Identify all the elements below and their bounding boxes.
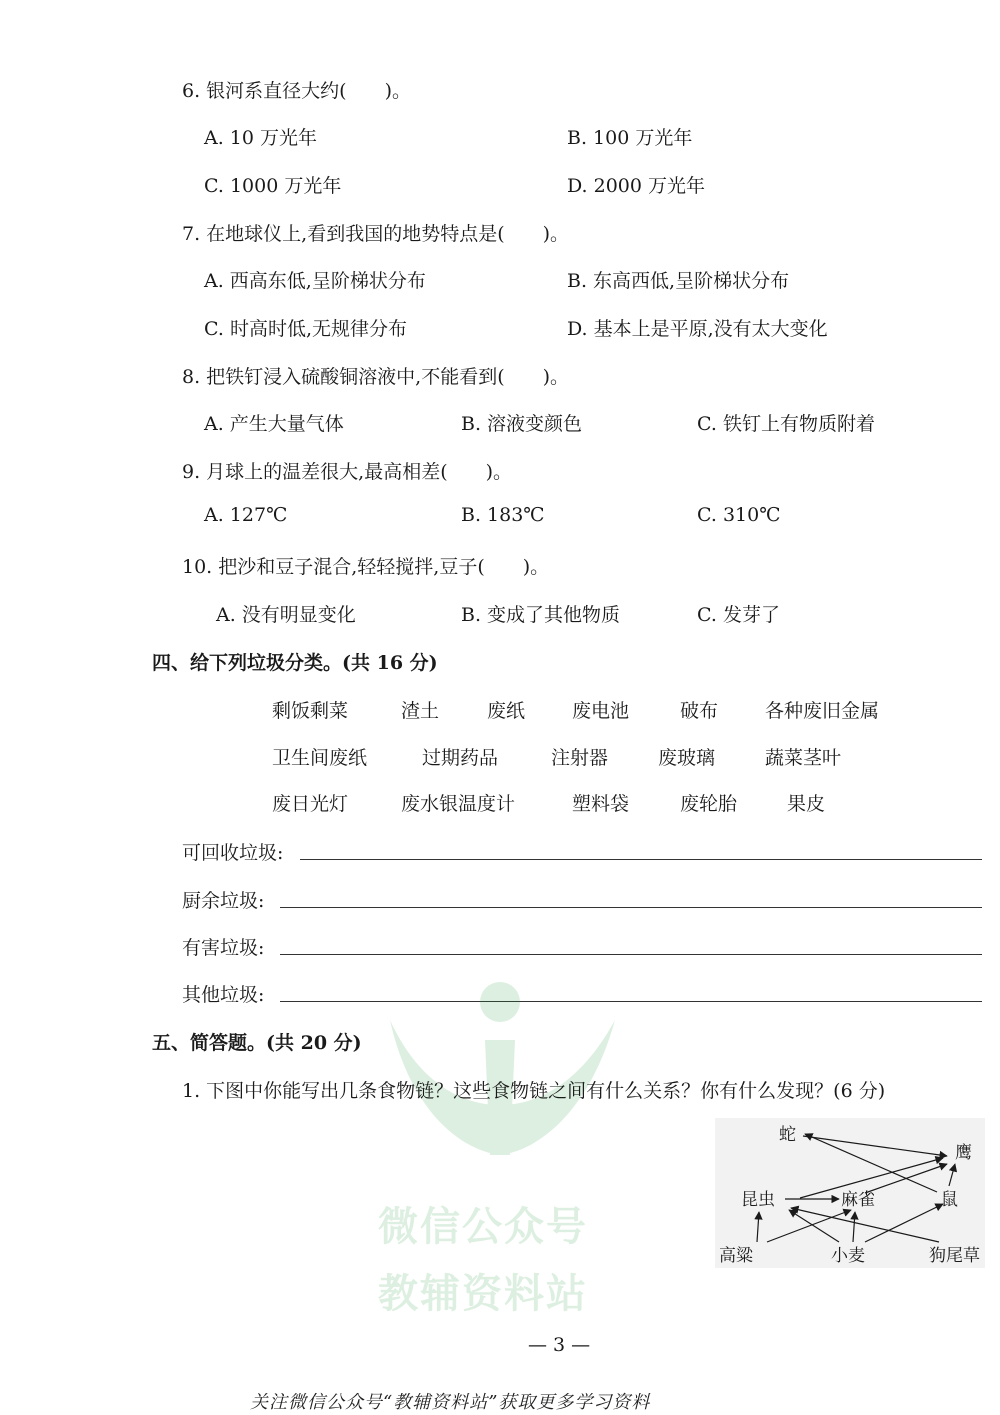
category-recyclable-label: 可回收垃圾: <box>182 842 284 864</box>
node-wheat: 小麦 <box>831 1246 865 1266</box>
question-9-option-b[interactable]: B. 183℃ <box>461 504 545 526</box>
question-10-option-b[interactable]: B. 变成了其他物质 <box>461 604 621 626</box>
waste-item: 破布 <box>680 700 719 722</box>
question-9-option-c[interactable]: C. 310℃ <box>697 504 781 526</box>
question-8-option-c[interactable]: C. 铁钉上有物质附着 <box>697 413 875 435</box>
question-7-option-a[interactable]: A. 西高东低,呈阶梯状分布 <box>204 270 426 292</box>
question-6-option-d[interactable]: D. 2000 万光年 <box>567 175 706 197</box>
node-sparrow: 麻雀 <box>841 1190 875 1210</box>
question-9-option-a[interactable]: A. 127℃ <box>204 504 288 526</box>
waste-item: 废电池 <box>572 700 630 722</box>
waste-item: 蔬菜茎叶 <box>765 747 842 769</box>
waste-item: 废玻璃 <box>658 747 716 769</box>
question-7-option-d[interactable]: D. 基本上是平原,没有太大变化 <box>567 318 828 340</box>
node-sorghum: 高粱 <box>719 1246 753 1266</box>
question-6-option-a[interactable]: A. 10 万光年 <box>204 127 318 149</box>
footer-note: 关注微信公众号“教辅资料站”获取更多学习资料 <box>250 1392 651 1413</box>
waste-item: 过期药品 <box>422 747 499 769</box>
question-8-stem: 8. 把铁钉浸入硫酸铜溶液中,不能看到( )。 <box>182 366 570 388</box>
question-9-stem: 9. 月球上的温差很大,最高相差( )。 <box>182 461 513 483</box>
waste-item: 废水银温度计 <box>401 793 516 815</box>
waste-item: 废纸 <box>487 700 526 722</box>
question-6-option-c[interactable]: C. 1000 万光年 <box>204 175 342 197</box>
section-5-question-1: 1. 下图中你能写出几条食物链？这些食物链之间有什么关系？你有什么发现？(6 分) <box>182 1080 886 1102</box>
waste-item: 各种废旧金属 <box>765 700 880 722</box>
question-7-option-b[interactable]: B. 东高西低,呈阶梯状分布 <box>567 270 790 292</box>
waste-item: 剩饭剩菜 <box>272 700 349 722</box>
node-mouse: 鼠 <box>941 1190 958 1210</box>
category-hazardous-label: 有害垃圾: <box>182 937 265 959</box>
question-8-option-a[interactable]: A. 产生大量气体 <box>204 413 344 435</box>
category-hazardous-answer-line[interactable] <box>280 954 982 955</box>
node-snake: 蛇 <box>779 1125 796 1145</box>
node-insect: 昆虫 <box>741 1190 775 1210</box>
watermark-text-1: 微信公众号 <box>378 1204 588 1250</box>
section-5-title: 五、简答题。(共 20 分) <box>152 1032 362 1054</box>
waste-item: 注射器 <box>551 747 609 769</box>
section-4-title: 四、给下列垃圾分类。(共 16 分) <box>152 652 438 674</box>
food-web-diagram <box>715 1118 985 1268</box>
question-6-stem: 6. 银河系直径大约( )。 <box>182 80 411 102</box>
page-number: — 3 — <box>528 1334 591 1356</box>
question-8-option-b[interactable]: B. 溶液变颜色 <box>461 413 583 435</box>
waste-item: 塑料袋 <box>572 793 630 815</box>
question-7-stem: 7. 在地球仪上,看到我国的地势特点是( )。 <box>182 223 570 245</box>
node-eagle: 鹰 <box>955 1143 972 1163</box>
watermark <box>370 980 640 1320</box>
question-10-option-c[interactable]: C. 发芽了 <box>697 604 780 626</box>
category-kitchen-label: 厨余垃圾: <box>182 890 265 912</box>
waste-item: 果皮 <box>787 793 826 815</box>
category-other-label: 其他垃圾: <box>182 984 265 1006</box>
question-10-option-a[interactable]: A. 没有明显变化 <box>216 604 356 626</box>
question-10-stem: 10. 把沙和豆子混合,轻轻搅拌,豆子( )。 <box>182 556 550 578</box>
waste-item: 废轮胎 <box>680 793 738 815</box>
waste-item: 废日光灯 <box>272 793 349 815</box>
question-6-option-b[interactable]: B. 100 万光年 <box>567 127 693 149</box>
category-kitchen-answer-line[interactable] <box>280 907 982 908</box>
node-foxtail: 狗尾草 <box>929 1246 980 1266</box>
question-7-option-c[interactable]: C. 时高时低,无规律分布 <box>204 318 407 340</box>
waste-item: 卫生间废纸 <box>272 747 368 769</box>
category-recyclable-answer-line[interactable] <box>300 859 982 860</box>
waste-item: 渣土 <box>401 700 440 722</box>
watermark-text-2: 教辅资料站 <box>378 1271 588 1317</box>
